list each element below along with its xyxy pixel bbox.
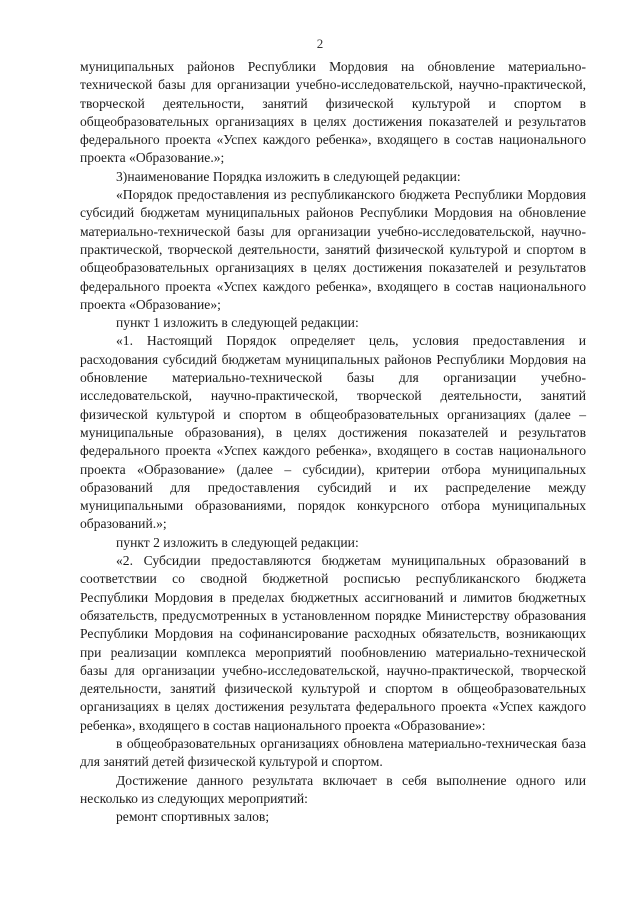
- paragraph: пункт 2 изложить в следующей редакции:: [116, 534, 359, 550]
- paragraph: «2. Субсидии предоставляются бюджетам муниципальных образований в соответствии со сводной бюджетной росписью республиканского бюджета Республики Мордовия в пределах бюджетных ассигнований и лимитов бюджетных обязательств, предусмотренных в установленном порядке Министерству образования Республики Мордовия на софинансирование расходных обязательств, возникающих при реализации комплекса мероприятий пообновлению материально-технической базы для организации учебно-исследовательской, научно-практической, творческой деятельности, занятий физической культурой и спортом в общеобразовательных организациях в целях достижения результата федерального проекта «Успех каждого ребенка», входящего в состав национального проекта «Образование»:: [80, 553, 586, 733]
- paragraph: «1. Настоящий Порядок определяет цель, условия предоставления и расходования субсидий бюджетам муниципальных районов Республики Мордовия на обновление материально-технической базы для организации учебно-исследовательской, научно-практической, творческой деятельности, занятий физической культурой и спортом в общеобразовательных организациях (далее – муниципальные образования), в целях достижения показателей и результатов федерального проекта «Успех каждого ребенка», входящего в состав национального проекта «Образование» (далее – субсидии), критерии отбора муниципальных образований для предоставления субсидий и их распределение между муниципальными образованиями, порядок конкурсного отбора муниципальных образований.»;: [80, 333, 586, 532]
- paragraph: 3)наименование Порядка изложить в следующей редакции:: [116, 168, 461, 184]
- paragraph: муниципальных районов Республики Мордовия на обновление материально-технической базы для организации учебно-исследовательской, научно-практической, творческой деятельности, занятий физической культурой и спортом в общеобразовательных организациях в целях достижения показателей и результатов федерального проекта «Успех каждого ребенка», входящего в состав национального проекта «Образование.»;: [80, 59, 586, 166]
- paragraph: «Порядок предоставления из республиканского бюджета Республики Мордовия субсидий бюджетам муниципальных районов Республики Мордовия на обновление материально-технической базы для организации учебно-исследовательской, научно-практической, творческой деятельности, занятий физической культурой и спортом в общеобразовательных организациях в целях достижения показателей и результатов федерального проекта «Успех каждого ребенка», входящего в состав национального проекта «Образование»;: [80, 187, 586, 312]
- page-number: 2: [316, 36, 324, 51]
- paragraph: ремонт спортивных залов;: [116, 809, 270, 825]
- paragraph: в общеобразовательных организациях обновлена материально-техническая база для занятий детей физической культурой и спортом.: [80, 735, 586, 770]
- document-body: [80, 58, 586, 826]
- paragraph: пункт 1 изложить в следующей редакции:: [116, 315, 359, 331]
- paragraph: Достижение данного результата включает в себя выполнение одного или несколько из следующих мероприятий:: [80, 772, 586, 806]
